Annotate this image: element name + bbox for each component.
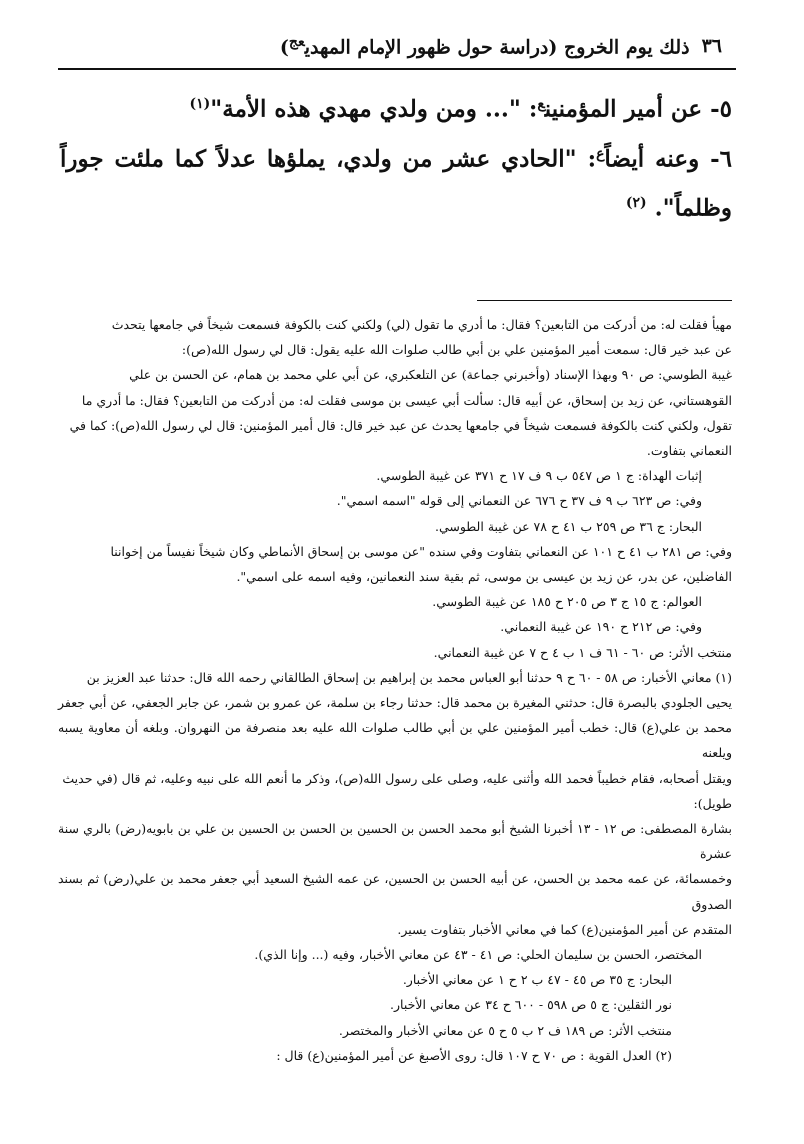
- hadith-item-5: [60, 82, 732, 132]
- footnote-line: عن عبد خير قال: سمعت أمير المؤمنين علي بن أبي طالب صلوات الله عليه يقول: قال لي رسول الله(ص):: [181, 342, 732, 358]
- footnote-ref-2[interactable]: (٢): [625, 195, 647, 212]
- footnote-line: غيبة الطوسي: ص ٩٠ وبهذا الإسناد (وأخبرني جماعة) عن التلعكبري، عن أبي علي محمد بن همام، عن الحسن بن علي: [129, 367, 732, 383]
- footnote-line: النعماني بتفاوت.: [646, 443, 732, 459]
- footnote-line: (١) معاني الأخبار: ص ٥٨ - ٦٠ ح ٩ حدثنا أبو العباس محمد بن إبراهيم بن إسحاق الطالقاني رحمه الله قال: حدثنا عبد العزيز بن: [86, 669, 732, 685]
- footnote-line: مهيأ فقلت له: من أدركت من التابعين؟ فقال: ما أدري ما تقول (لي) ولكني كنت بالكوفة فسمعت شيخاً في جامعها يتحدث: [111, 317, 732, 332]
- footnote-line: البحار: ج ٣٥ ص ٤٥ - ٤٧ ب ٢ ح ١ عن معاني الأخبار.: [402, 972, 672, 988]
- hadith-5-text: ٥- عن أمير المؤمنين: [544, 95, 732, 123]
- running-title: [280, 34, 690, 58]
- page-number: ٣٦: [701, 35, 722, 57]
- footnote-divider: [477, 300, 732, 301]
- footnote-line: ويقتل أصحابه، فقام خطيباً فحمد الله وأثنى عليه، وصلى على رسول الله(ص)، وذكر ما أنعم الله على نبيه وعليه، ثم قال (في حديث: [62, 770, 732, 786]
- footnote-line: وفي: ص ٢١٢ ح ١٩٠ عن غيبة النعماني.: [500, 619, 702, 635]
- hadith-5-quote: : "... ومن ولدي مهدي هذه الأمة": [210, 95, 538, 123]
- footnote-line: نور الثقلين: ج ٥ ص ٥٩٨ - ٦٠٠ ح ٣٤ عن معاني الأخبار.: [390, 997, 672, 1013]
- running-title-honorific: عج: [288, 33, 305, 50]
- footnote-line: المختصر، الحسن بن سليمان الحلي: ص ٤١ - ٤٣ عن معاني الأخبار، وفيه (... وإنا الذي).: [254, 947, 702, 963]
- footnote-line: تقول، ولكني كنت بالكوفة فسمعت شيخاً في جامعها يحدث عن عبد خير قال: قال أمير المؤمنين: قال لي رسول الله(ص): كما في: [69, 417, 732, 433]
- running-title-text: ذلك يوم الخروج (دراسة حول ظهور الإمام المهدي: [304, 36, 690, 59]
- footnote-line: وفي: ص ٦٢٣ ب ٩ ف ٣٧ ح ٦٧٦ عن النعماني إلى قوله "اسمه اسمي".: [336, 493, 702, 509]
- footnote-line: منتخب الأثر: ص ٦٠ - ٦١ ف ١ ب ٤ ح ٧ عن غيبة النعماني.: [433, 644, 732, 660]
- running-title-close: ): [279, 36, 289, 59]
- footnote-line: يحيى الجلودي بالبصرة قال: حدثني المغيرة بن محمد قال: حدثنا رجاء بن سلمة، عن عمرو بن شمر، عن جابر الجعفي، عن أبي جعفر: [58, 695, 732, 711]
- footnote-line: وخمسمائة، عن عمه محمد بن الحسن، عن أبيه الحسن بن الحسين، عن عمه الشيخ السعيد أبي جعفر محمد بن علي(رض) ثم بسند الصدوق: [58, 871, 732, 912]
- footnotes-section: [58, 312, 732, 1068]
- footnote-line: وفي: ص ٢٨١ ب ٤١ ح ١٠١ عن النعماني بتفاوت وفي سنده "عن موسى بن إسحاق الأنماطي وكان شيخاً نفيساً من إخواننا: [110, 543, 732, 559]
- footnote-line: المتقدم عن أمير المؤمنين(ع) كما في معاني الأخبار بتفاوت يسير.: [397, 921, 732, 937]
- footnote-line: محمد بن علي(ع) قال: خطب أمير المؤمنين علي بن أبي طالب صلوات الله عليه بعد منصرفة من النهروان. وبلغه أن معاوية يسبه ويلعنه: [58, 720, 732, 761]
- footnote-line: البحار: ج ٣٦ ص ٢٥٩ ب ٤١ ح ٧٨ عن غيبة الطوسي.: [434, 518, 702, 534]
- hadith-6-quote: : "الحادي عشر من ولدي، يملؤها عدلاً كما ملئت جوراً وظلماً".: [60, 145, 732, 222]
- hadith-6-text: ٦- وعنه أيضاً: [604, 145, 732, 173]
- footnote-line: (٢) العدل القوية : ص ٧٠ ح ١٠٧ قال: روى الأصبغ عن أمير المؤمنين(ع) قال :: [276, 1047, 672, 1063]
- footnote-line: بشارة المصطفى: ص ١٢ - ١٣ أخبرنا الشيخ أبو محمد الحسن بن الحسين بن الحسن بن الحسين بن علي بن بابويه(رض) بالري سنة عشرة: [58, 821, 732, 862]
- footnote-line: منتخب الأثر: ص ١٨٩ ف ٢ ب ٥ ح ٥ عن معاني الأخبار والمختصر.: [338, 1022, 672, 1038]
- hadith-5-honorific: ع: [537, 96, 545, 112]
- footnote-line: إثبات الهداة: ج ١ ص ٥٤٧ ب ٩ ف ١٧ ح ٣٧١ عن غيبة الطوسي.: [376, 468, 702, 484]
- footnote-ref-1[interactable]: (١): [189, 96, 211, 112]
- footnote-line: القوهستاني، عن زيد بن إسحاق، عن أبيه قال: سألت أبي عيسى بن موسى فقلت له: من أدركت من التابعين؟ فقال: ما أدري ما: [81, 392, 732, 408]
- hadith-item-6: [60, 132, 732, 231]
- page-header: [58, 30, 722, 62]
- footnote-line: الفاضلين، عن بدر، عن زيد بن عيسى بن موسى، ثم بقية سند النعمانين، وفيه اسمه على اسمي".: [236, 569, 732, 585]
- hadith-6-honorific: ع: [596, 145, 605, 162]
- header-divider: [58, 68, 736, 70]
- footnote-line: طويل):: [693, 795, 732, 811]
- main-body: [60, 82, 732, 231]
- footnote-line: العوالم: ج ١٥ ج ٣ ص ٢٠٥ ح ١٨٥ عن غيبة الطوسي.: [432, 594, 702, 610]
